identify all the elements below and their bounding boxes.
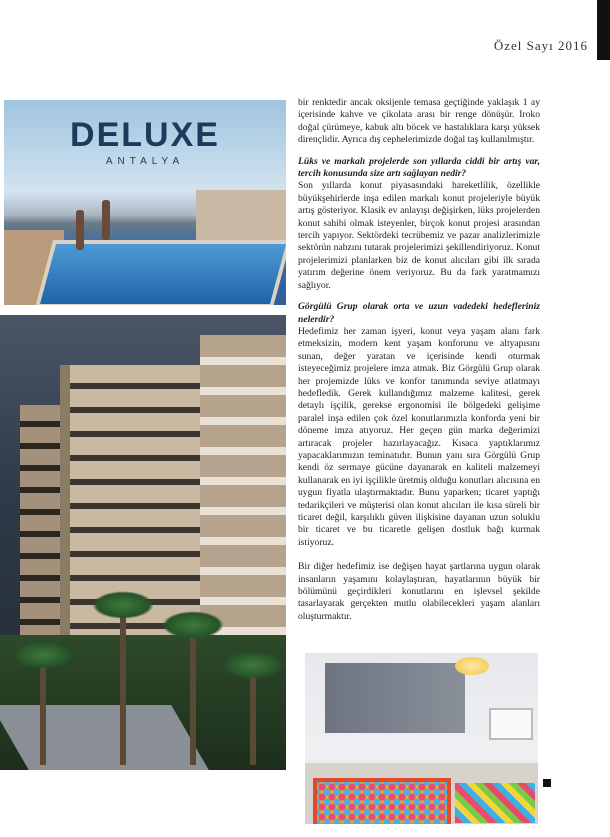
playroom-mural [325, 663, 465, 733]
ceiling-lamp [455, 657, 489, 675]
playroom-image [305, 653, 538, 824]
colorful-rug [455, 783, 535, 823]
background-building [196, 190, 286, 245]
palm-tree [40, 655, 46, 765]
deluxe-logo: DELUXE [70, 116, 220, 154]
palm-tree [120, 605, 126, 765]
interview-question: Görgülü Grup olarak orta ve uzun vadedeki hedefleriniz nelerdir? [298, 301, 540, 325]
person-figure [102, 200, 110, 240]
whiteboard [489, 708, 533, 740]
article-paragraph: Hedefimiz her zaman işyeri, konut veya yaşam alanı fark etmeksizin, modern kent yaşam konforunu ve altyapısını sunan, değer yaratan ve içerisinde kendi oturmak isteyeceğimiz projelere imza atmak. Biz Görgülü Grup olarak her projemizde lüks ve konfor tanımında seviye atlatmayı hedefledik. Gerek kullandığımız malzeme kalitesi, gerek detaylı işçilik, gerekse ergonomisi ile bölgedeki gelişime paralel inşa edilen çok özel konutlarımızla konforda yeni bir döneme imza atıyoruz. Her geçen gün marka değerimizi artıracak projeler hazırlayacağız. Kısaca yaptıklarımız yapacaklarımızın teminatıdır. Bunun yanı sıra Görgülü Grup kendi öz sermaye gücüne dayanarak en kaliteli malzemeyi kullanarak en iyi işçilikle üretmiş olduğu konutları alıcısına en uygun fiyatla ulaştırmaktadır. Bunu yaparken; ticaret yaptığı tedarikçileri ve müşterisi olan konut alıcıları ile kısa süreli bir ticaret değil, karşılıklı güven ilişkisine dayanan uzun soluklu bir ticaret ve bu ticaretle gelişen dostluk bağı kurmak istiyoruz. [298, 325, 540, 548]
end-mark [543, 779, 551, 787]
palm-tree [250, 665, 256, 765]
ball-pit [313, 778, 451, 824]
tower-night-image [0, 315, 286, 770]
article-paragraph: Bir diğer hedefimiz ise değişen hayat şartlarına uygun olarak insanların yaşamını kolaylaştıran, hayatlarının büyük bir bölümünü geçirdikleri konutlarını en işlevsel şekilde tasarlayarak gerçekten mutlu olabilecekleri yaşam alanları oluşturmaktır. [298, 561, 540, 622]
article-paragraph: bir renktedir ancak oksijenle temasa geçtiğinde yaklaşık 1 ay içerisinde kahve ve çikolata arası bir renge dönüşür. Iroko doğal çürümeye, kabuk altı böcek ve hastalıklara karşı yüksek dirençlidir. Ayrıca dış cephelerimizde doğal taş kullanılmıştır. [298, 97, 540, 146]
header-tab [597, 0, 610, 60]
garden-path [0, 705, 209, 770]
tower-right-block [200, 335, 286, 635]
page-title: Özel Sayı 2016 [493, 38, 588, 53]
person-figure [76, 210, 84, 250]
article-column [298, 97, 540, 623]
tower-left-block [20, 405, 65, 655]
article-paragraph: Son yıllarda konut piyasasındaki hareketlilik, özellikle büyükşehirlerde inşa edilen markalı konut projeleriyle büyük artış gösteriyor. Klasik ev anlayışı değişirken, lüks projelerden konut sahibi olmak isteyenler, birçok konut projesi arasından tercih yapıyor. Sektördeki tecrübemiz ve pazar analizlerimizle sektörün nabzını tutarak projelerimizi şekillendiriyoruz. Konut projelerimizi planlarken biz de konut alıcıları gibi ilk sırada yatırım değerine önem veriyoruz. Bu da fark yaratmamızı sağlıyor. [298, 180, 540, 291]
pool-image [4, 100, 286, 305]
palm-tree [190, 625, 196, 765]
interview-question: Lüks ve markalı projelerde son yıllarda ciddi bir artış var, tercih konusunda size artı sağlayan nedir? [298, 155, 540, 180]
deluxe-logo-subtitle: ANTALYA [105, 156, 185, 167]
pool-water [35, 240, 286, 305]
